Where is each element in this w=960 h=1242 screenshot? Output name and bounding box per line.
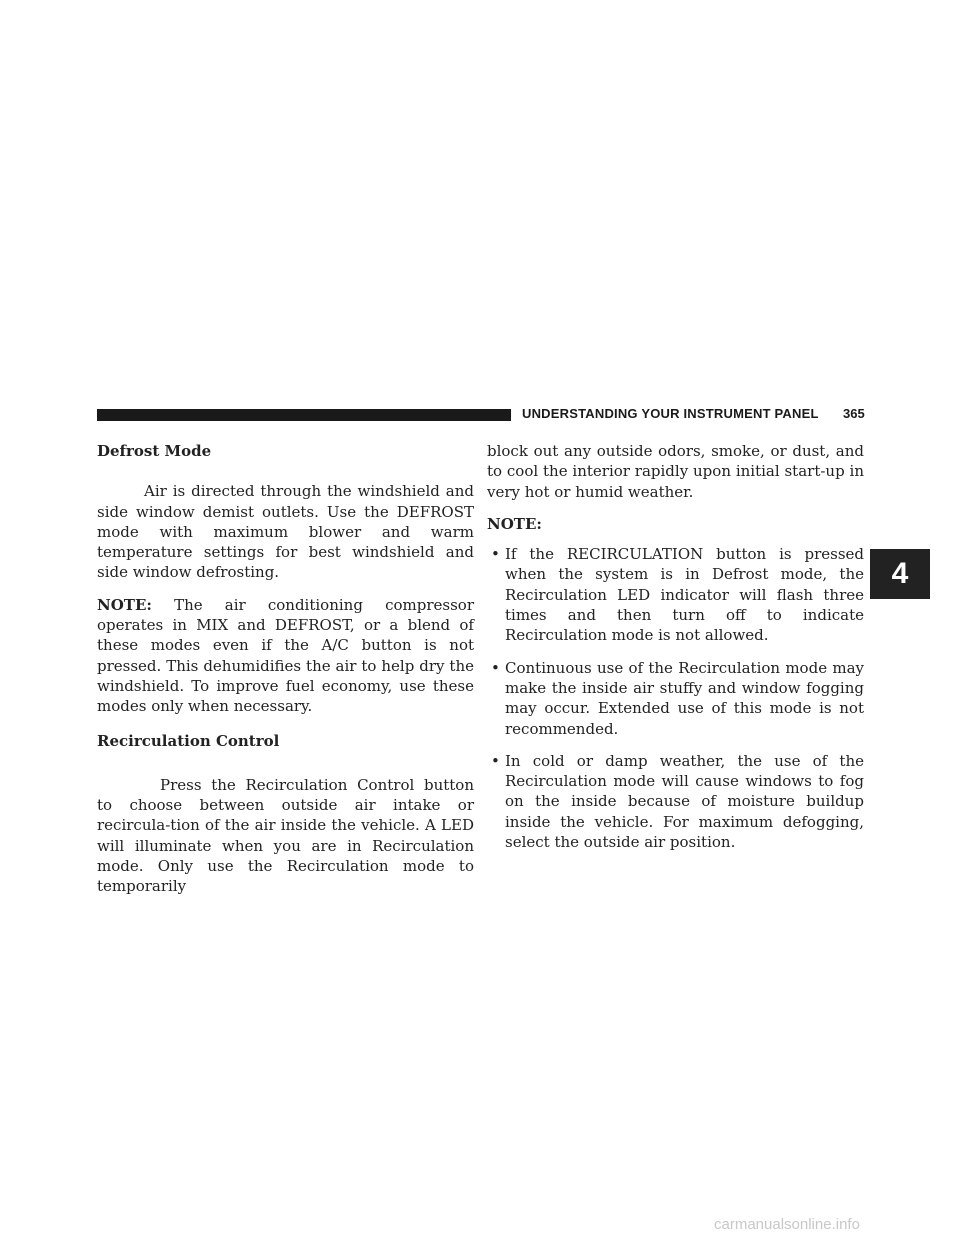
section-title: UNDERSTANDING YOUR INSTRUMENT PANEL <box>522 406 819 421</box>
note-label: NOTE: <box>97 595 152 614</box>
list-item: • If the RECIRCULATION button is pressed when the system is in Defrost mode, the Recirculation LED indicator will flash three times and then turn off to indicate Recirculation mode is not allowed. <box>491 545 864 645</box>
compressor-note <box>97 595 474 717</box>
chapter-tab: 4 <box>870 549 930 599</box>
recirculation-paragraph: Press the Recirculation Control button to choose between outside air intake or recircula-tion of the air inside the vehicle. A LED will illuminate when you are in Recirculation mode. Only use the Recirculation mode to temporarily <box>97 775 474 896</box>
recirculation-heading: Recirculation Control <box>97 731 280 750</box>
note-text: The air conditioning compressor operates in MIX and DEFROST, or a blend of these modes even if the A/C button is not pressed. This dehumidifies the air to help dry the windshield. To improve fuel economy, use these modes only when necessary. <box>97 595 474 716</box>
list-item: • In cold or damp weather, the use of the Recirculation mode will cause windows to fog on the inside because of moisture buildup inside the vehicle. For maximum defogging, select the outside air position. <box>491 751 864 852</box>
defrost-paragraph: Air is directed through the windshield and side window demist outlets. Use the DEFROST mode with maximum blower and warm temperature settings for best windshield and side window defrosting. <box>97 482 474 582</box>
bullet-icon: • <box>491 751 500 770</box>
note-label-right: NOTE: <box>487 514 542 533</box>
header-rule <box>97 409 511 421</box>
right-column <box>487 441 864 852</box>
bullet-icon: • <box>491 658 500 677</box>
left-column <box>97 441 474 897</box>
bullet-icon: • <box>491 545 500 564</box>
list-item: • Continuous use of the Recirculation mode may make the inside air stuffy and window fogging may occur. Extended use of this mode is not recommended. <box>491 658 864 738</box>
note-bullet-list <box>487 544 864 852</box>
continuation-paragraph: block out any outside odors, smoke, or dust, and to cool the interior rapidly upon initial start-up in very hot or humid weather. <box>487 442 864 501</box>
defrost-heading: Defrost Mode <box>97 442 212 460</box>
page-number: 365 <box>843 406 865 421</box>
watermark: carmanualsonline.info <box>714 1216 860 1233</box>
